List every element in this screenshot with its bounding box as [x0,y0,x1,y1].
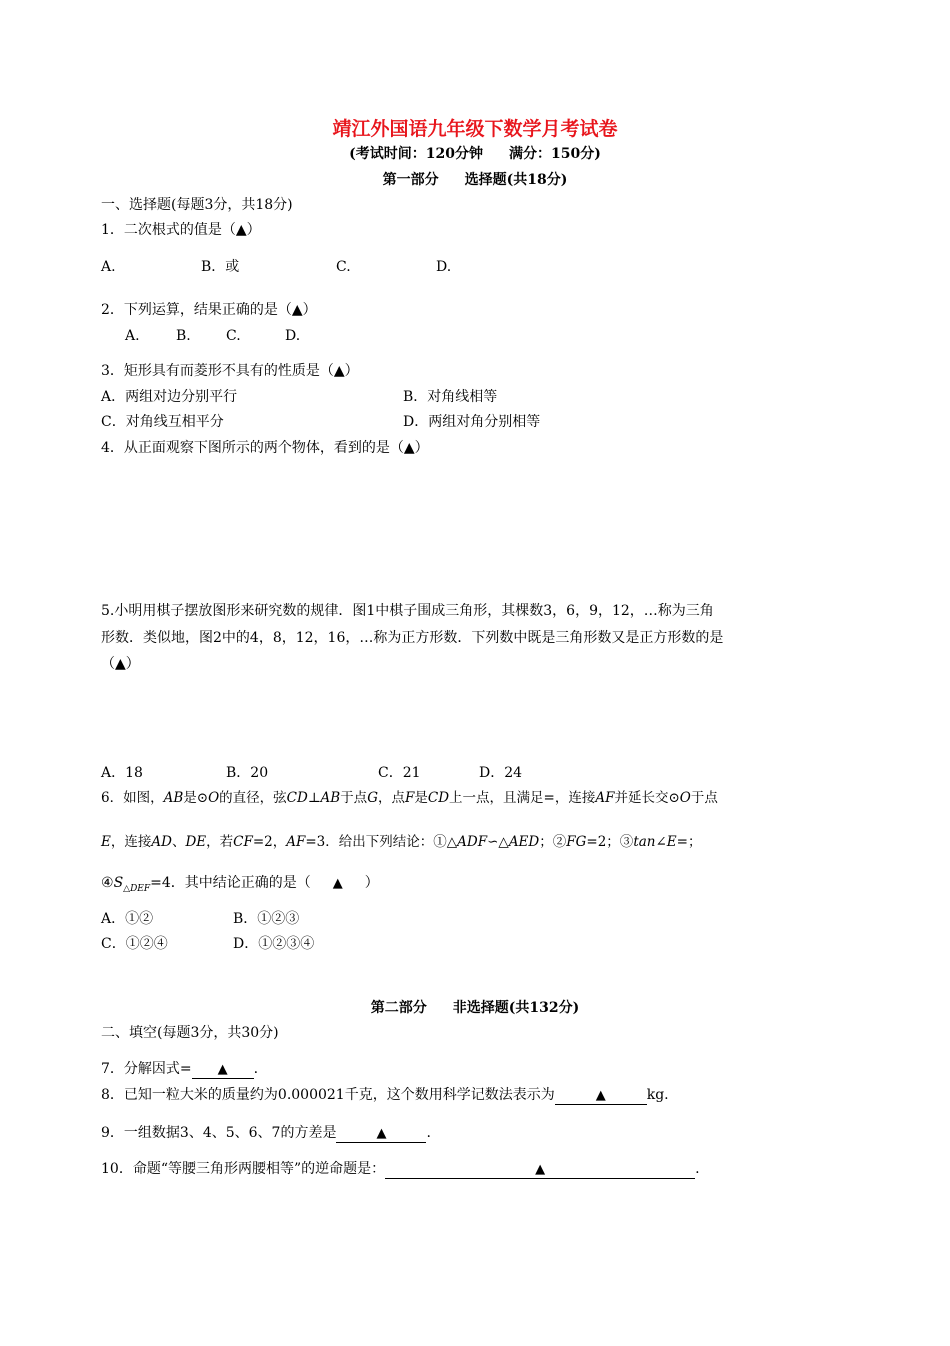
q2-option-b: B. [176,328,191,344]
q3-option-c: C．对角线互相平分 [101,414,224,430]
q6-var-adf: ADF [457,834,488,850]
q6-text: ，点 [377,790,405,806]
q8-answer-blank [555,1087,647,1105]
q6-option-d: D．①②③④ [233,936,315,952]
exam-subtitle [0,145,950,163]
q6-var-af: AF [286,834,306,850]
answer-triangle: ▲ [332,876,343,891]
section2-heading: 二、填空(每题3分，共30分) [101,1025,279,1041]
q6-var-cd: CD [427,790,450,806]
answer-triangle: ▲ [376,1126,387,1141]
q6-text: ） [364,875,379,891]
q6-line3 [101,874,379,898]
q3-stem: 3．矩形具有而菱形不具有的性质是（▲） [101,363,359,379]
q6-text: =2， [252,834,287,850]
q6-text: =； [676,834,702,850]
exam-time: (考试时间：120分钟 [349,146,483,162]
answer-triangle: ▲ [217,1062,228,1077]
q6-option-b: B．①②③ [233,911,300,927]
q2-stem: 2．下列运算，结果正确的是（▲） [101,302,317,318]
q6-text: ，若 [206,834,234,850]
q8-stem: 8．已知一粒大米的质量约为0.000021千克，这个数用科学记数法表示为 [101,1087,555,1103]
q3-option-b: B．对角线相等 [403,389,498,405]
part1-heading [0,171,950,189]
q6-text: ；② [539,834,567,850]
answer-triangle: ▲ [595,1088,606,1103]
q6-var-s: S [113,875,124,891]
q6-text: 、 [171,834,186,850]
q9-end: . [426,1125,431,1141]
q6-text: 是⊙ [183,790,209,806]
q3-option-a: A．两组对边分别平行 [101,389,238,405]
q3-option-d: D．两组对角分别相等 [403,414,541,430]
q10-answer-blank [385,1161,695,1179]
q7-stem: 7．分解因式= [101,1061,192,1077]
q6-var-o: O [208,790,220,806]
q6-text: ∽△ [487,834,509,850]
q6-text: ，连接 [110,834,152,850]
q1-option-c: C. [336,259,351,275]
q7 [101,1060,258,1079]
q10 [101,1160,700,1179]
part1-heading-b: 选择题(共18分) [464,172,568,188]
q6-text: 是 [414,790,428,806]
q7-end: . [253,1061,259,1077]
q1-option-d: D. [436,259,452,275]
q6-var-af: AF [595,790,615,806]
q6-subscript: △DEF [123,883,151,894]
q5-option-b: B．20 [226,765,269,781]
q6-var-cf: CF [233,834,253,850]
q8-unit: kg. [646,1087,669,1103]
q6-option-c: C．①②④ [101,936,168,952]
q6-var-fg: FG [566,834,587,850]
q6-text: =2；③ [586,834,634,850]
q1-stem: 1．二次根式的值是（▲） [101,222,261,238]
q5-line1: 5.小明用棋子摆放图形来研究数的规律．图1中棋子围成三角形，其棵数3，6，9，12，…称为三角 [101,603,714,619]
q1-option-a: A. [101,259,116,275]
q6-var-cd: CD [286,790,308,806]
q6-var-ad: AD [151,834,172,850]
q6-text: ④ [101,875,114,891]
q10-end: . [695,1161,700,1177]
part1-heading-a: 第一部分 [382,172,439,188]
q2-option-d: D. [285,328,301,344]
q6-tan-e: tan∠E [633,834,677,850]
q9-answer-blank [336,1125,426,1143]
q6-var-g: G [367,790,378,806]
q6-line1 [101,789,718,807]
q9-stem: 9．一组数据3、4、5、6、7的方差是 [101,1125,337,1141]
section1-heading: 一、选择题(每题3分，共18分) [101,197,293,213]
part2-heading-b: 非选择题(共132分) [452,1000,580,1016]
q9 [101,1124,431,1143]
q5-option-c: C．21 [378,765,421,781]
q6-var-de: DE [185,834,207,850]
q5-line2: 形数．类似地，图2中的4，8，12，16，…称为正方形数．下列数中既是三角形数又是正方形数的是 [101,630,724,646]
q8 [101,1086,669,1105]
q6-text: ⊥ [307,790,321,806]
q6-text: 6．如图， [101,790,164,806]
q6-text: 上一点，且满足=，连接 [449,790,596,806]
q2-option-c: C. [226,328,241,344]
part2-heading [0,999,950,1017]
q6-line2 [101,833,701,851]
q6-text: =4．其中结论正确的是（ [150,875,311,891]
exam-title: 靖江外国语九年级下数学月考试卷 [332,118,618,140]
q5-line3: （▲） [101,656,140,672]
part2-heading-a: 第二部分 [370,1000,427,1016]
q6-text: 的直径，弦 [219,790,287,806]
q6-var-ab: AB [163,790,184,806]
q5-option-a: A．18 [101,765,143,781]
q6-text: =3．给出下列结论：①△ [305,834,458,850]
answer-triangle: ▲ [535,1162,546,1177]
q6-var-ab: AB [320,790,341,806]
q6-text: 于点 [690,790,718,806]
q6-text: 于点 [340,790,368,806]
q4-stem: 4．从正面观察下图所示的两个物体，看到的是（▲） [101,440,429,456]
q6-var-f: F [404,790,415,806]
q1-option-b: B．或 [201,259,240,275]
q6-option-a: A．①② [101,911,154,927]
exam-score: 满分：150分) [509,146,601,162]
q6-var-e: E [101,834,111,850]
q6-var-aed: AED [508,834,540,850]
q6-var-o: O [679,790,691,806]
q6-text: 并延长交⊙ [614,790,680,806]
q10-stem: 10．命题“等腰三角形两腰相等”的逆命题是： [101,1161,386,1177]
q2-option-a: A. [125,328,140,344]
q5-option-d: D．24 [479,765,523,781]
q7-answer-blank [192,1061,254,1079]
